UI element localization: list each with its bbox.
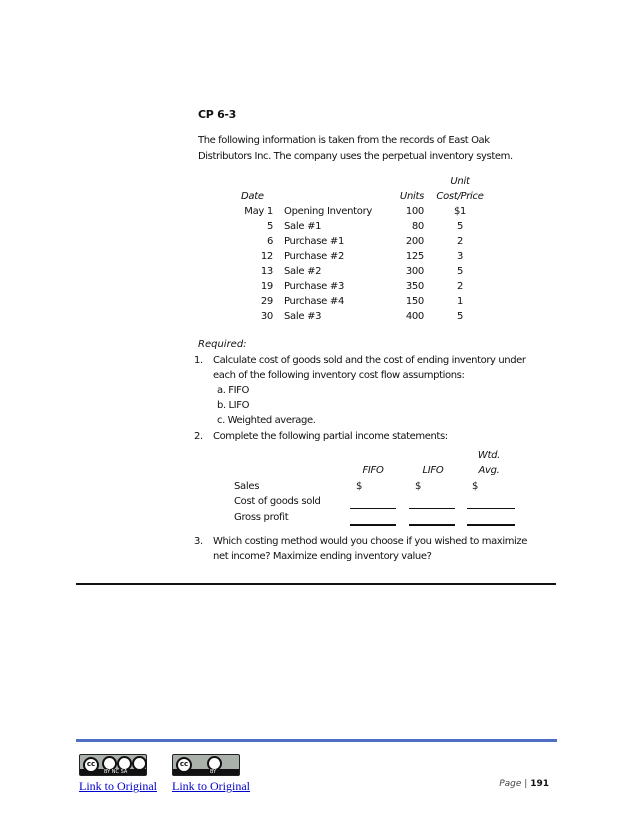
row-date: 13 [260, 266, 273, 277]
item-1-line-2: each of the following inventory cost flow assumptions: [213, 370, 465, 381]
col-lifo: LIFO [422, 465, 444, 476]
cogs-underline-fifo [350, 508, 396, 509]
page-number-value: 191 [530, 779, 549, 789]
item-3-line-2: net income? Maximize ending inventory value? [213, 551, 432, 562]
section-divider [76, 583, 556, 585]
row-price: $1 [453, 206, 467, 217]
item-1-line-1: Calculate cost of goods sold and the cost of ending inventory under [213, 355, 526, 366]
cc-icon: cc [176, 757, 192, 773]
row-description: Sale #2 [284, 266, 322, 277]
row-date: 12 [260, 251, 273, 262]
col-avg: Avg. [478, 465, 500, 476]
gross-double-underline-avg [467, 524, 515, 526]
row-units: 350 [405, 281, 424, 292]
footer-divider [76, 739, 557, 742]
badge-tiny-text: BY [210, 769, 217, 775]
page-number [499, 779, 549, 789]
sales-avg-dollar: $ [472, 481, 479, 492]
row-price: 5 [456, 311, 464, 322]
row-description: Sale #1 [284, 221, 322, 232]
row-sales: Sales [234, 481, 260, 492]
row-price: 3 [456, 251, 464, 262]
row-date: 30 [260, 311, 273, 322]
row-description: Purchase #1 [284, 236, 345, 247]
problem-title: CP 6-3 [198, 108, 237, 121]
item-1-number: 1. [194, 355, 203, 366]
row-description: Sale #3 [284, 311, 322, 322]
row-price: 1 [456, 296, 464, 307]
row-description: Opening Inventory [284, 206, 373, 217]
row-cogs: Cost of goods sold [234, 496, 321, 507]
row-description: Purchase #4 [284, 296, 345, 307]
problem-intro [198, 133, 558, 165]
cogs-underline-lifo [409, 508, 455, 509]
row-units: 125 [405, 251, 424, 262]
intro-line-1: The following information is taken from the records of East Oak [198, 135, 490, 146]
col-fifo: FIFO [362, 465, 384, 476]
item-3-number: 3. [194, 536, 203, 547]
item-2-text: Complete the following partial income statements: [213, 431, 448, 442]
gross-double-underline-lifo [409, 524, 455, 526]
cc-by-badge [172, 754, 240, 776]
row-description: Purchase #2 [284, 251, 345, 262]
row-price: 5 [456, 221, 464, 232]
row-date: 6 [266, 236, 273, 247]
row-date: 29 [260, 296, 273, 307]
row-price: 2 [456, 236, 464, 247]
sub-item-weighted: c. Weighted average. [217, 415, 316, 426]
sub-item-lifo: b. LIFO [217, 400, 250, 411]
link-to-original-1[interactable]: Link to Original [79, 779, 157, 793]
row-date: 5 [266, 221, 273, 232]
sales-fifo-dollar: $ [356, 481, 363, 492]
row-units: 80 [411, 221, 424, 232]
page-separator: | [521, 779, 531, 789]
row-units: 100 [405, 206, 424, 217]
header-date: Date [241, 191, 264, 202]
header-cost-price: Cost/Price [436, 191, 484, 202]
link-to-original-2[interactable]: Link to Original [172, 779, 250, 793]
cogs-underline-avg [467, 508, 515, 509]
row-units: 150 [405, 296, 424, 307]
row-gross-profit: Gross profit [234, 512, 289, 523]
sales-lifo-dollar: $ [415, 481, 422, 492]
col-wtd: Wtd. [477, 450, 501, 461]
row-description: Purchase #3 [284, 281, 345, 292]
row-units: 200 [405, 236, 424, 247]
item-2-number: 2. [194, 431, 203, 442]
badge-tiny-text: BY NC SA [104, 769, 128, 775]
row-price: 2 [456, 281, 464, 292]
header-unit: Unit [450, 176, 470, 187]
cc-by-nc-sa-badge [79, 754, 147, 776]
page-label: Page [499, 779, 522, 789]
intro-line-2: Distributors Inc. The company uses the perpetual inventory system. [198, 151, 513, 162]
gross-double-underline-fifo [350, 524, 396, 526]
cc-icon: cc [83, 757, 99, 773]
row-price: 5 [456, 266, 464, 277]
row-units: 400 [405, 311, 424, 322]
item-3-line-1: Which costing method would you choose if you wished to maximize [213, 536, 528, 547]
required-label: Required: [198, 339, 247, 350]
row-units: 300 [405, 266, 424, 277]
row-date: 19 [260, 281, 273, 292]
sa-icon [132, 756, 147, 771]
sub-item-fifo: a. FIFO [217, 385, 250, 396]
row-date: May 1 [244, 206, 273, 217]
header-units: Units [399, 191, 424, 202]
